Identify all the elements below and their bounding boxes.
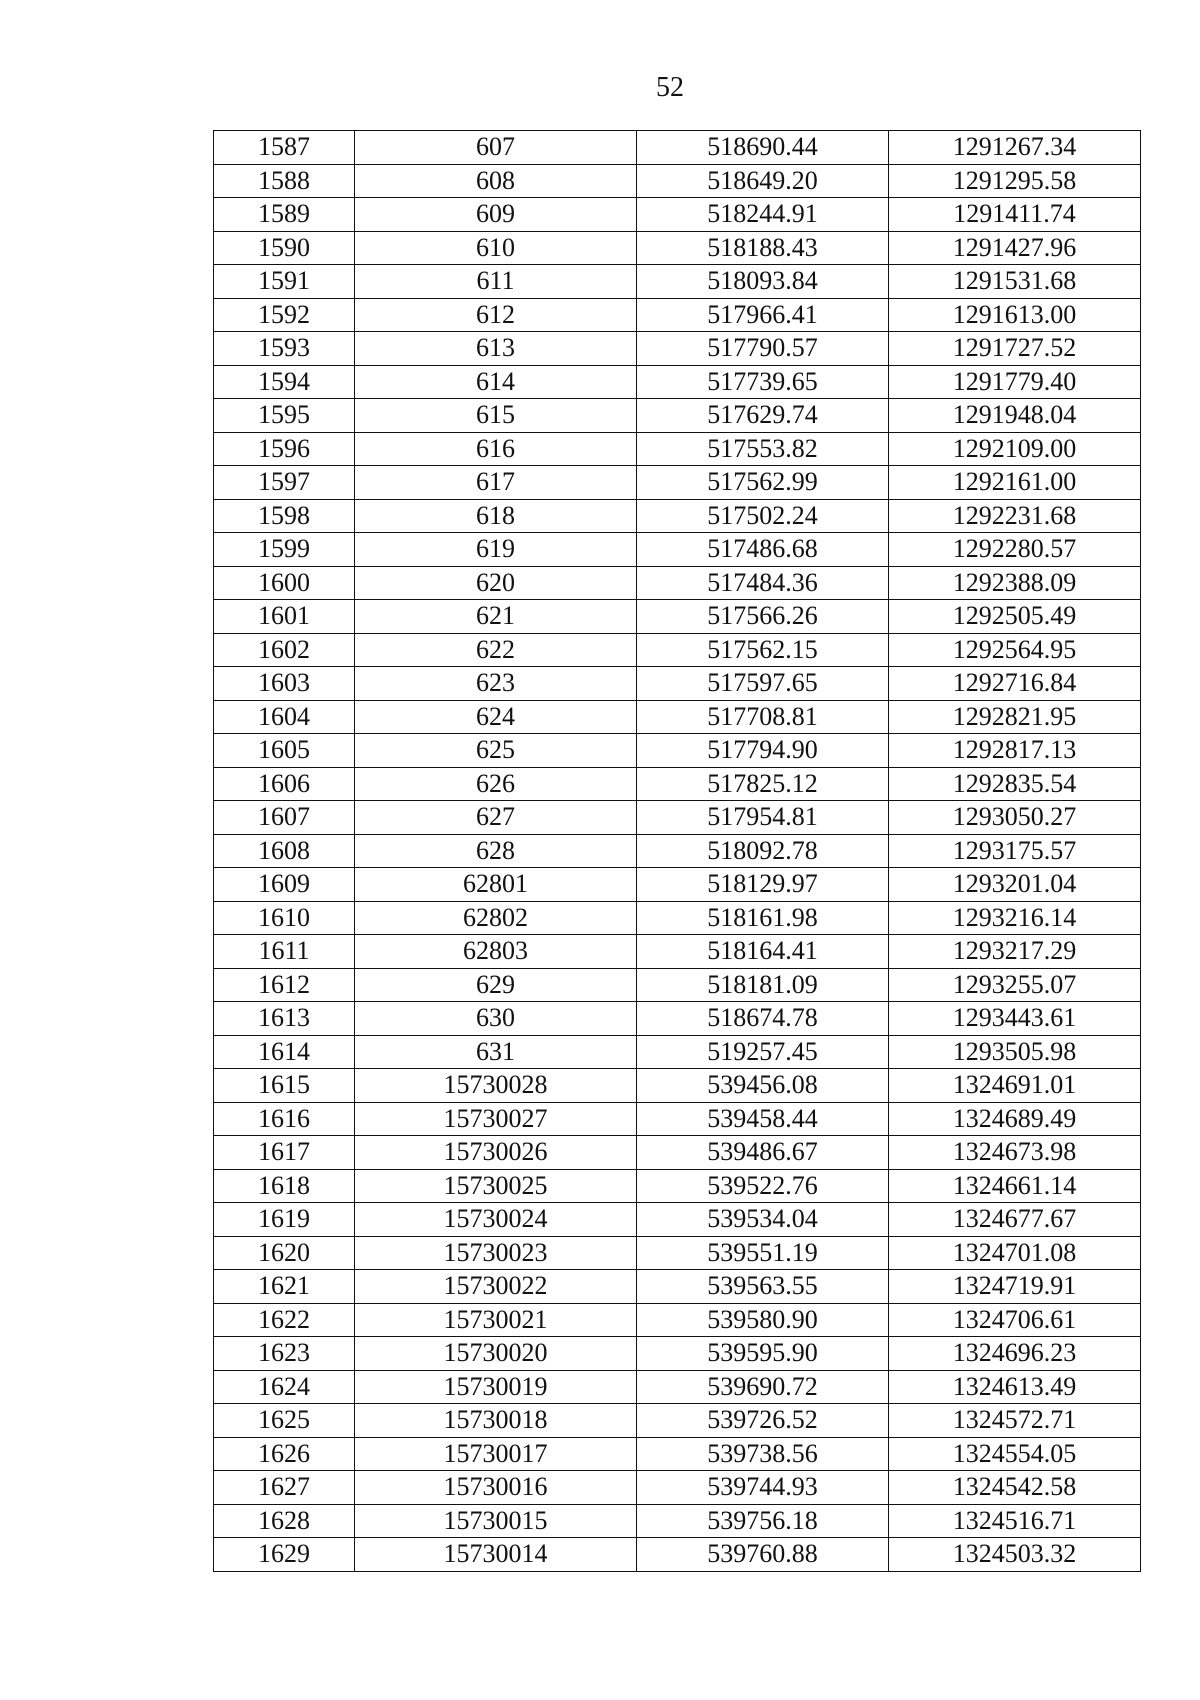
table-row [214, 968, 1141, 1002]
row-index-cell: 1620 [214, 1236, 355, 1270]
x-coordinate-cell: 517562.15 [637, 633, 889, 667]
x-coordinate-cell: 539522.76 [637, 1169, 889, 1203]
x-coordinate-cell: 517553.82 [637, 432, 889, 466]
x-coordinate-cell: 539534.04 [637, 1203, 889, 1237]
y-coordinate-cell: 1324706.61 [889, 1303, 1141, 1337]
table-row [214, 432, 1141, 466]
table-row [214, 1437, 1141, 1471]
y-coordinate-cell: 1324701.08 [889, 1236, 1141, 1270]
x-coordinate-cell: 517794.90 [637, 734, 889, 768]
table-row [214, 332, 1141, 366]
row-index-cell: 1614 [214, 1035, 355, 1069]
y-coordinate-cell: 1324542.58 [889, 1471, 1141, 1505]
y-coordinate-cell: 1291295.58 [889, 164, 1141, 198]
y-coordinate-cell: 1291613.00 [889, 298, 1141, 332]
x-coordinate-cell: 519257.45 [637, 1035, 889, 1069]
point-id-cell: 15730025 [355, 1169, 637, 1203]
y-coordinate-cell: 1324719.91 [889, 1270, 1141, 1304]
x-coordinate-cell: 539486.67 [637, 1136, 889, 1170]
row-index-cell: 1595 [214, 399, 355, 433]
x-coordinate-cell: 517486.68 [637, 533, 889, 567]
x-coordinate-cell: 517954.81 [637, 801, 889, 835]
point-id-cell: 615 [355, 399, 637, 433]
x-coordinate-cell: 539760.88 [637, 1538, 889, 1572]
x-coordinate-cell: 539563.55 [637, 1270, 889, 1304]
point-id-cell: 623 [355, 667, 637, 701]
x-coordinate-cell: 518161.98 [637, 901, 889, 935]
point-id-cell: 15730027 [355, 1102, 637, 1136]
table-row [214, 1337, 1141, 1371]
row-index-cell: 1618 [214, 1169, 355, 1203]
x-coordinate-cell: 517566.26 [637, 600, 889, 634]
point-id-cell: 630 [355, 1002, 637, 1036]
table-row [214, 633, 1141, 667]
x-coordinate-cell: 539595.90 [637, 1337, 889, 1371]
table-body [214, 131, 1141, 1572]
y-coordinate-cell: 1324554.05 [889, 1437, 1141, 1471]
x-coordinate-cell: 517597.65 [637, 667, 889, 701]
row-index-cell: 1616 [214, 1102, 355, 1136]
point-id-cell: 611 [355, 265, 637, 299]
point-id-cell: 15730021 [355, 1303, 637, 1337]
point-id-cell: 15730015 [355, 1504, 637, 1538]
row-index-cell: 1589 [214, 198, 355, 232]
x-coordinate-cell: 517790.57 [637, 332, 889, 366]
point-id-cell: 613 [355, 332, 637, 366]
table-row [214, 600, 1141, 634]
row-index-cell: 1612 [214, 968, 355, 1002]
table-row [214, 1504, 1141, 1538]
point-id-cell: 612 [355, 298, 637, 332]
point-id-cell: 614 [355, 365, 637, 399]
table-row [214, 231, 1141, 265]
point-id-cell: 15730014 [355, 1538, 637, 1572]
row-index-cell: 1606 [214, 767, 355, 801]
table-row [214, 1203, 1141, 1237]
x-coordinate-cell: 517825.12 [637, 767, 889, 801]
y-coordinate-cell: 1292835.54 [889, 767, 1141, 801]
row-index-cell: 1598 [214, 499, 355, 533]
row-index-cell: 1605 [214, 734, 355, 768]
table-row [214, 1035, 1141, 1069]
y-coordinate-cell: 1292817.13 [889, 734, 1141, 768]
row-index-cell: 1626 [214, 1437, 355, 1471]
table-row [214, 901, 1141, 935]
row-index-cell: 1596 [214, 432, 355, 466]
x-coordinate-cell: 518244.91 [637, 198, 889, 232]
x-coordinate-cell: 539756.18 [637, 1504, 889, 1538]
row-index-cell: 1623 [214, 1337, 355, 1371]
row-index-cell: 1629 [214, 1538, 355, 1572]
table-row [214, 399, 1141, 433]
y-coordinate-cell: 1291427.96 [889, 231, 1141, 265]
row-index-cell: 1592 [214, 298, 355, 332]
row-index-cell: 1587 [214, 131, 355, 165]
row-index-cell: 1613 [214, 1002, 355, 1036]
x-coordinate-cell: 517484.36 [637, 566, 889, 600]
y-coordinate-cell: 1324503.32 [889, 1538, 1141, 1572]
row-index-cell: 1608 [214, 834, 355, 868]
table-row [214, 1370, 1141, 1404]
point-id-cell: 15730028 [355, 1069, 637, 1103]
point-id-cell: 62802 [355, 901, 637, 935]
table-row [214, 265, 1141, 299]
x-coordinate-cell: 517562.99 [637, 466, 889, 500]
row-index-cell: 1602 [214, 633, 355, 667]
row-index-cell: 1591 [214, 265, 355, 299]
table-row [214, 935, 1141, 969]
row-index-cell: 1609 [214, 868, 355, 902]
point-id-cell: 624 [355, 700, 637, 734]
row-index-cell: 1599 [214, 533, 355, 567]
y-coordinate-cell: 1324696.23 [889, 1337, 1141, 1371]
point-id-cell: 625 [355, 734, 637, 768]
table-row [214, 1102, 1141, 1136]
row-index-cell: 1604 [214, 700, 355, 734]
table-row [214, 1270, 1141, 1304]
table-row [214, 1404, 1141, 1438]
x-coordinate-cell: 539580.90 [637, 1303, 889, 1337]
row-index-cell: 1594 [214, 365, 355, 399]
x-coordinate-cell: 518093.84 [637, 265, 889, 299]
y-coordinate-cell: 1293217.29 [889, 935, 1141, 969]
y-coordinate-cell: 1293255.07 [889, 968, 1141, 1002]
point-id-cell: 620 [355, 566, 637, 600]
y-coordinate-cell: 1293201.04 [889, 868, 1141, 902]
point-id-cell: 15730020 [355, 1337, 637, 1371]
x-coordinate-cell: 517629.74 [637, 399, 889, 433]
row-index-cell: 1628 [214, 1504, 355, 1538]
point-id-cell: 629 [355, 968, 637, 1002]
row-index-cell: 1600 [214, 566, 355, 600]
point-id-cell: 15730018 [355, 1404, 637, 1438]
table-row [214, 131, 1141, 165]
table-row [214, 1169, 1141, 1203]
table-row [214, 1136, 1141, 1170]
x-coordinate-cell: 539726.52 [637, 1404, 889, 1438]
x-coordinate-cell: 518649.20 [637, 164, 889, 198]
row-index-cell: 1619 [214, 1203, 355, 1237]
y-coordinate-cell: 1292161.00 [889, 466, 1141, 500]
y-coordinate-cell: 1293443.61 [889, 1002, 1141, 1036]
x-coordinate-cell: 539738.56 [637, 1437, 889, 1471]
x-coordinate-cell: 539744.93 [637, 1471, 889, 1505]
row-index-cell: 1593 [214, 332, 355, 366]
point-id-cell: 15730026 [355, 1136, 637, 1170]
row-index-cell: 1601 [214, 600, 355, 634]
point-id-cell: 15730016 [355, 1471, 637, 1505]
point-id-cell: 618 [355, 499, 637, 533]
point-id-cell: 62801 [355, 868, 637, 902]
row-index-cell: 1622 [214, 1303, 355, 1337]
y-coordinate-cell: 1291411.74 [889, 198, 1141, 232]
row-index-cell: 1625 [214, 1404, 355, 1438]
point-id-cell: 607 [355, 131, 637, 165]
point-id-cell: 15730017 [355, 1437, 637, 1471]
y-coordinate-cell: 1324677.67 [889, 1203, 1141, 1237]
y-coordinate-cell: 1291727.52 [889, 332, 1141, 366]
x-coordinate-cell: 517708.81 [637, 700, 889, 734]
point-id-cell: 617 [355, 466, 637, 500]
y-coordinate-cell: 1324572.71 [889, 1404, 1141, 1438]
row-index-cell: 1627 [214, 1471, 355, 1505]
y-coordinate-cell: 1293216.14 [889, 901, 1141, 935]
y-coordinate-cell: 1291779.40 [889, 365, 1141, 399]
point-id-cell: 15730019 [355, 1370, 637, 1404]
table-row [214, 1069, 1141, 1103]
y-coordinate-cell: 1293175.57 [889, 834, 1141, 868]
row-index-cell: 1611 [214, 935, 355, 969]
x-coordinate-cell: 539551.19 [637, 1236, 889, 1270]
point-id-cell: 628 [355, 834, 637, 868]
table-row [214, 466, 1141, 500]
point-id-cell: 62803 [355, 935, 637, 969]
y-coordinate-cell: 1292280.57 [889, 533, 1141, 567]
point-id-cell: 621 [355, 600, 637, 634]
x-coordinate-cell: 517502.24 [637, 499, 889, 533]
y-coordinate-cell: 1324613.49 [889, 1370, 1141, 1404]
point-id-cell: 627 [355, 801, 637, 835]
y-coordinate-cell: 1292109.00 [889, 432, 1141, 466]
table-row [214, 734, 1141, 768]
y-coordinate-cell: 1324661.14 [889, 1169, 1141, 1203]
y-coordinate-cell: 1291531.68 [889, 265, 1141, 299]
table-row [214, 801, 1141, 835]
row-index-cell: 1615 [214, 1069, 355, 1103]
row-index-cell: 1597 [214, 466, 355, 500]
y-coordinate-cell: 1291267.34 [889, 131, 1141, 165]
x-coordinate-cell: 539458.44 [637, 1102, 889, 1136]
point-id-cell: 15730023 [355, 1236, 637, 1270]
x-coordinate-cell: 518129.97 [637, 868, 889, 902]
point-id-cell: 631 [355, 1035, 637, 1069]
table-row [214, 700, 1141, 734]
row-index-cell: 1603 [214, 667, 355, 701]
y-coordinate-cell: 1292388.09 [889, 566, 1141, 600]
point-id-cell: 619 [355, 533, 637, 567]
y-coordinate-cell: 1292505.49 [889, 600, 1141, 634]
table-row [214, 868, 1141, 902]
x-coordinate-cell: 517739.65 [637, 365, 889, 399]
point-id-cell: 608 [355, 164, 637, 198]
table-row [214, 499, 1141, 533]
row-index-cell: 1607 [214, 801, 355, 835]
x-coordinate-cell: 518674.78 [637, 1002, 889, 1036]
table-row [214, 1002, 1141, 1036]
y-coordinate-cell: 1292231.68 [889, 499, 1141, 533]
y-coordinate-cell: 1291948.04 [889, 399, 1141, 433]
point-id-cell: 616 [355, 432, 637, 466]
row-index-cell: 1617 [214, 1136, 355, 1170]
y-coordinate-cell: 1324691.01 [889, 1069, 1141, 1103]
y-coordinate-cell: 1324516.71 [889, 1504, 1141, 1538]
y-coordinate-cell: 1293050.27 [889, 801, 1141, 835]
table-row [214, 198, 1141, 232]
x-coordinate-cell: 518188.43 [637, 231, 889, 265]
x-coordinate-cell: 518092.78 [637, 834, 889, 868]
table-row [214, 566, 1141, 600]
table-row [214, 164, 1141, 198]
point-id-cell: 609 [355, 198, 637, 232]
table-row [214, 667, 1141, 701]
x-coordinate-cell: 539456.08 [637, 1069, 889, 1103]
table-row [214, 365, 1141, 399]
table-row [214, 298, 1141, 332]
y-coordinate-cell: 1292716.84 [889, 667, 1141, 701]
point-id-cell: 610 [355, 231, 637, 265]
point-id-cell: 622 [355, 633, 637, 667]
point-id-cell: 15730022 [355, 1270, 637, 1304]
table-row [214, 533, 1141, 567]
y-coordinate-cell: 1324689.49 [889, 1102, 1141, 1136]
x-coordinate-cell: 517966.41 [637, 298, 889, 332]
table-row [214, 767, 1141, 801]
page-number: 52 [656, 72, 684, 103]
table-row [214, 1471, 1141, 1505]
table-row [214, 834, 1141, 868]
row-index-cell: 1621 [214, 1270, 355, 1304]
x-coordinate-cell: 518164.41 [637, 935, 889, 969]
row-index-cell: 1590 [214, 231, 355, 265]
x-coordinate-cell: 518690.44 [637, 131, 889, 165]
y-coordinate-cell: 1293505.98 [889, 1035, 1141, 1069]
x-coordinate-cell: 539690.72 [637, 1370, 889, 1404]
table-row [214, 1236, 1141, 1270]
y-coordinate-cell: 1292564.95 [889, 633, 1141, 667]
y-coordinate-cell: 1324673.98 [889, 1136, 1141, 1170]
table-row [214, 1303, 1141, 1337]
y-coordinate-cell: 1292821.95 [889, 700, 1141, 734]
coordinates-table [213, 130, 1141, 1572]
x-coordinate-cell: 518181.09 [637, 968, 889, 1002]
table-row [214, 1538, 1141, 1572]
row-index-cell: 1610 [214, 901, 355, 935]
row-index-cell: 1624 [214, 1370, 355, 1404]
row-index-cell: 1588 [214, 164, 355, 198]
point-id-cell: 15730024 [355, 1203, 637, 1237]
point-id-cell: 626 [355, 767, 637, 801]
